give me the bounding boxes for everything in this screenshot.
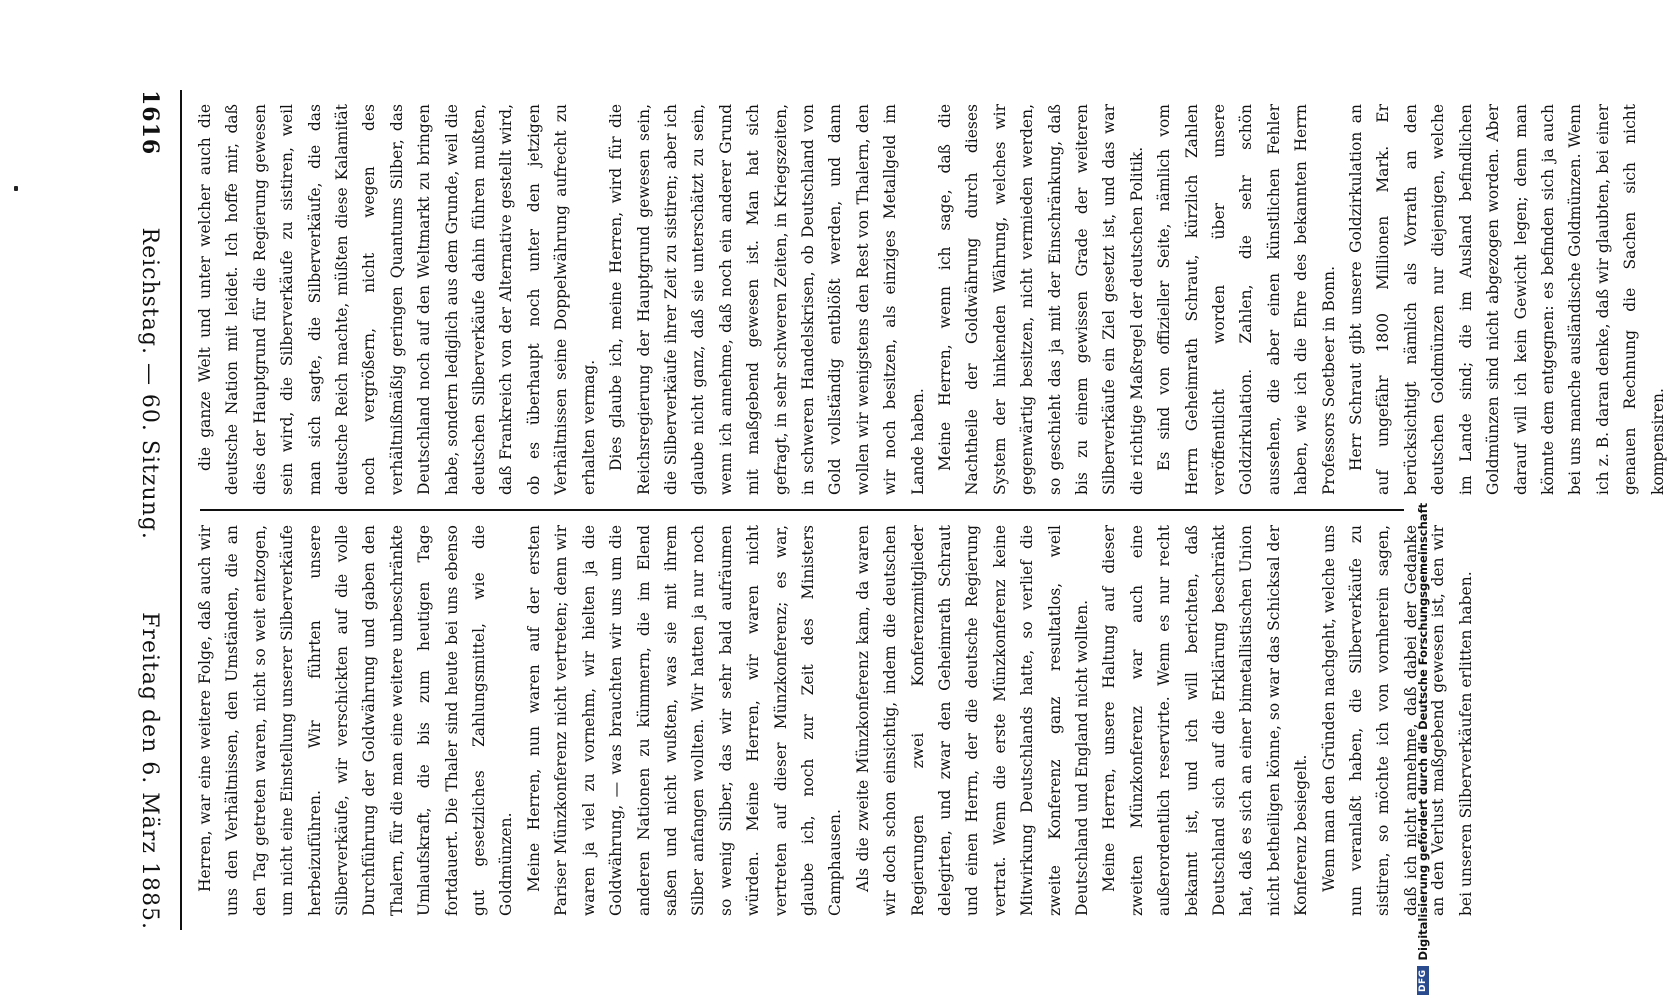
paragraph: Herr Schraut gibt unsere Goldzirkulation an auf ungefähr 1800 Millionen Mark. Er berücksichtigt nämlich als Vorrath an den deutschen Goldmünzen nur diejenigen, welche im Lande sind; die im Ausland befindlichen Goldmünzen sind nicht abgezogen worden. Aber darauf will ich kein Gewicht legen; denn man könnte dem entgegnen: es befinden sich ja auch bei uns manche ausländische Goldmünzen. Wenn ich z. B. daran denke, daß wir glaubten, bei einer genauen Rechnung die Sachen sich nicht kompensiren.: [1347, 104, 1667, 495]
credit-label: Digitalisierung gefördert durch die Deutsche Forschungsgemeinschaft: [1416, 502, 1430, 961]
text-column-right: [192, 90, 1667, 509]
dfg-logo-icon: DFG: [1417, 966, 1429, 995]
paragraph: Als die zweite Münzkonferenz kam, da waren wir doch schon einsichtig, indem die deutschen Regierungen zwei Konferenzmitglieder delegirten, und zwar den Geheimrath Schraut und einen Herrn, der die deutsche Regierung vertrat. Wenn die erste Münzkonferenz keine Mitwirkung Deutschlands hatte, so verlief die zweite Konferenz ganz resultatlos, weil Deutschland und England nicht wollten.: [853, 525, 1091, 916]
paragraph: Meine Herren, nun waren auf der ersten Pariser Münzkonferenz nicht vertreten; denn wir waren ja viel zu vornehm, wir hielten ja die Goldwährung, — was brauchten wir uns um die anderen Nationen zu kümmern, die im Elend saßen und nicht wußten, was sie mit ihrem Silber anfangen wollten. Wir hatten ja nur noch so wenig Silber, das wir sehr bald aufräumen würden. Meine Herren, wir waren nicht vertreten auf dieser Münzkonferenz; es war, glaube ich, noch zur Zeit des Ministers Camphausen.: [524, 525, 845, 916]
running-title: Reichstag. — 60. Sitzung.: [137, 227, 163, 540]
scan-speck: [14, 186, 18, 191]
paragraph: Es sind von offizieller Seite, nämlich vom Herrn Geheimrath Schraut, kürzlich Zahlen veröffentlicht worden über unsere Goldzirkulation. Zahlen, die sehr schön aussehen, die aber einen künstlichen Fehler haben, wie ich die Ehre des bekannten Herrn Professors Soetbeer in Bonn.: [1155, 104, 1338, 495]
paragraph: Meine Herren, wenn ich sage, daß die Nachtheile der Goldwährung durch dieses System der hinkenden Währung, welches wir gegenwärtig besitzen, nicht vermieden werden, so geschieht das ja mit der Einschränkung, daß bis zu einem gewissen Grade der weiteren Silberverkäufe ein Ziel gesetzt ist, und das war die richtige Maßregel der deutschen Politik.: [935, 104, 1146, 495]
header-rule: [180, 90, 182, 930]
paragraph: die ganze Welt und unter welcher auch die deutsche Nation mit leidet. Ich hoffe mir, daß dies der Hauptgrund für die Regierung gewesen sein wird, die Silberverkäufe zu sistiren, weil man sich sagte, die Silberverkäufe, die das deutsche Reich machte, müßten diese Kalamität noch vergrößern, nicht wegen des verhältnißmäßig geringen Quantums Silber, das Deutschland noch auf den Weltmarkt zu bringen habe, sondern lediglich aus dem Grunde, weil die deutschen Silberverkäufe dahin führen mußten, daß Frankreich von der Alternative gestellt wird, ob es überhaupt noch unter den jetzigen Verhältnissen seine Doppelwährung aufrecht zu erhalten vermag.: [196, 104, 598, 495]
page-number: 1616: [137, 90, 163, 156]
paragraph: Dies glaube ich, meine Herren, wird für die Reichsregierung der Hauptgrund gewesen sein, die Silberverkäufe ihrer Zeit zu sistiren; aber ich glaube nicht ganz, daß sie unterschätzt zu sein, wenn ich annehme, daß noch ein anderer Grund mit maßgebend gewesen ist. Man hat sich gefragt, in sehr schweren Zeiten, in Kriegszeiten, in schweren Handelskrisen, ob Deutschland von Gold vollständig entblößt werden, und dann wollen wir wenigstens den Rest von Thalern, den wir noch besitzen, als einziges Metallgeld im Lande haben.: [607, 104, 927, 495]
page-header: [130, 90, 170, 930]
digitization-credit: [1416, 503, 1430, 995]
paragraph: Wenn man den Gründen nachgeht, welche uns nun veranlaßt haben, die Silberverkäufe zu sistiren, so möchte ich von vornherein sagen, daß ich nicht annehme, daß dabei der Gedanke an den Verlust maßgebend gewesen ist, den wir bei unseren Silberverkäufen erlitten haben.: [1319, 525, 1475, 916]
paragraph: Herren, war eine weitere Folge, daß auch wir uns den Verhältnissen, den Umständen, die an den Tag getreten waren, nicht so weit entzogen, um nicht eine Einstellung unserer Silberverkäufe herbeizuführen. Wir führten unsere Silberverkäufe, wir verschickten auf die volle Durchführung der Goldwährung und gaben den Thalern, für die man eine weitere unbeschränkte Umlaufskraft, die bis zum heutigen Tage fortdauert. Die Thaler sind heute bei uns ebenso gut gesetzliches Zahlungsmittel, wie die Goldmünzen.: [196, 525, 516, 916]
session-date: Freitag den 6. März 1885.: [137, 612, 163, 930]
paragraph: Meine Herren, unsere Haltung auf dieser zweiten Münzkonferenz war auch eine außerordentlich reservirte. Wenn es nur recht bekannt ist, und ich will berichten, daß Deutschland sich auf die Erklärung beschränkt hat, daß es sich an einer bimetallistischen Union nicht betheiligen könne, so war das Schicksal der Konferenz besiegelt.: [1100, 525, 1311, 916]
